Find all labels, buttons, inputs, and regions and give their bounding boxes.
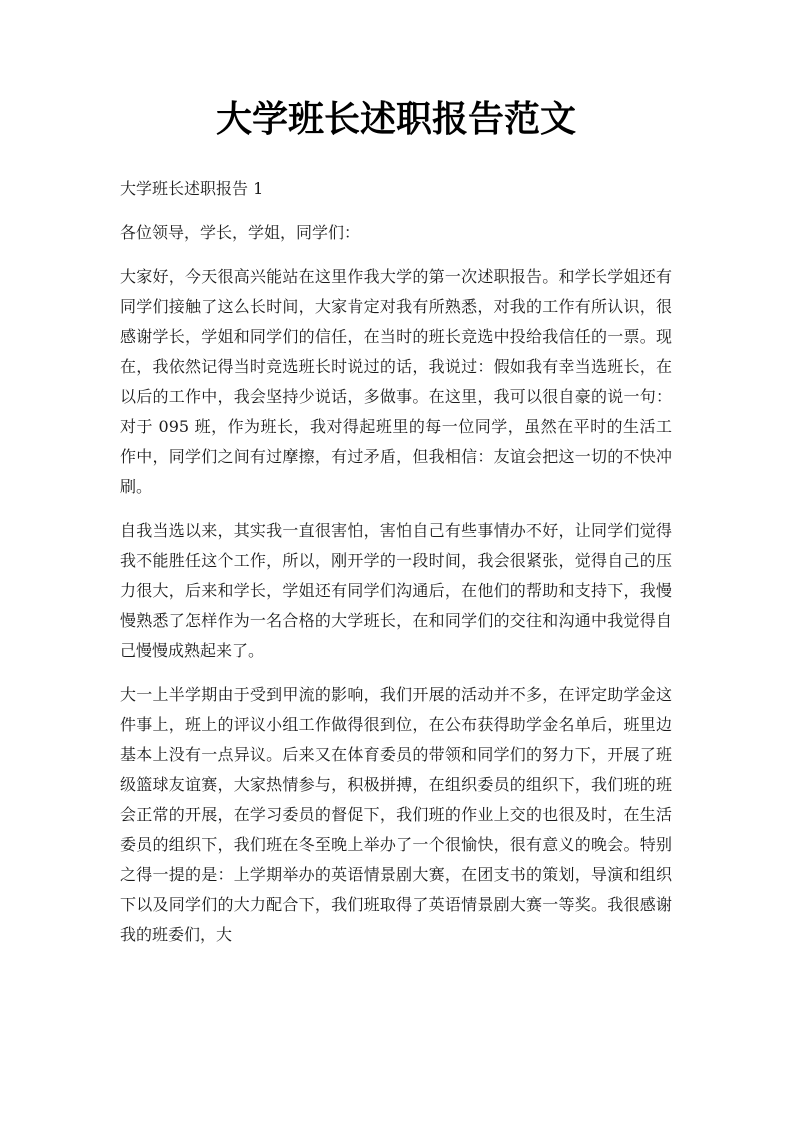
paragraph-1: 大家好，今天很高兴能站在这里作我大学的第一次述职报告。和学长学姐还有同学们接触了这么长时间，大家肯定对我有所熟悉，对我的工作有所认识，很感谢学长，学姐和同学们的信任，在当时的班长竞选中投给我信任的一票。现在，我依然记得当时竞选班长时说过的话，我说过：假如我有幸当选班长，在以后的工作中，我会坚持少说话，多做事。在这里，我可以很自豪的说一句：对于 095 班，作为班长，我对得起班里的每一位同学，虽然在平时的生活工作中，同学们之间有过摩擦，有过矛盾，但我相信：友谊会把这一切的不快冲刷。 [120,267,672,496]
paragraph-3: 大一上半学期由于受到甲流的影响，我们开展的活动并不多，在评定助学金这件事上，班上的评议小组工作做得很到位，在公布获得助学金名单后，班里边基本上没有一点异议。后来又在体育委员的带领和同学们的努力下，开展了班级篮球友谊赛，大家热情参与，积极拼搏，在组织委员的组织下，我们班的班会正常的开展，在学习委员的督促下，我们班的作业上交的也很及时，在生活委员的组织下，我们班在冬至晚上举办了一个很愉快，很有意义的晚会。特别之得一提的是：上学期举办的英语情景剧大赛，在团支书的策划，导演和组织下以及同学们的大力配合下，我们班取得了英语情景剧大赛一等奖。我很感谢我的班委们，大 [120,685,672,944]
paragraph-2: 自我当选以来，其实我一直很害怕，害怕自己有些事情办不好，让同学们觉得我不能胜任这个工作，所以，刚开学的一段时间，我会很紧张，觉得自己的压力很大，后来和学长，学姐还有同学们沟通后，在他们的帮助和支持下，我慢慢熟悉了怎样作为一名合格的大学班长，在和同学们的交往和沟通中我觉得自己慢慢成熟起来了。 [120,521,672,660]
document-page [120,92,672,950]
section-heading: 大学班长述职报告 1 [120,179,264,198]
document-title: 大学班长述职报告范文 [215,98,576,140]
salutation: 各位领导，学长，学姐，同学们： [120,223,361,242]
